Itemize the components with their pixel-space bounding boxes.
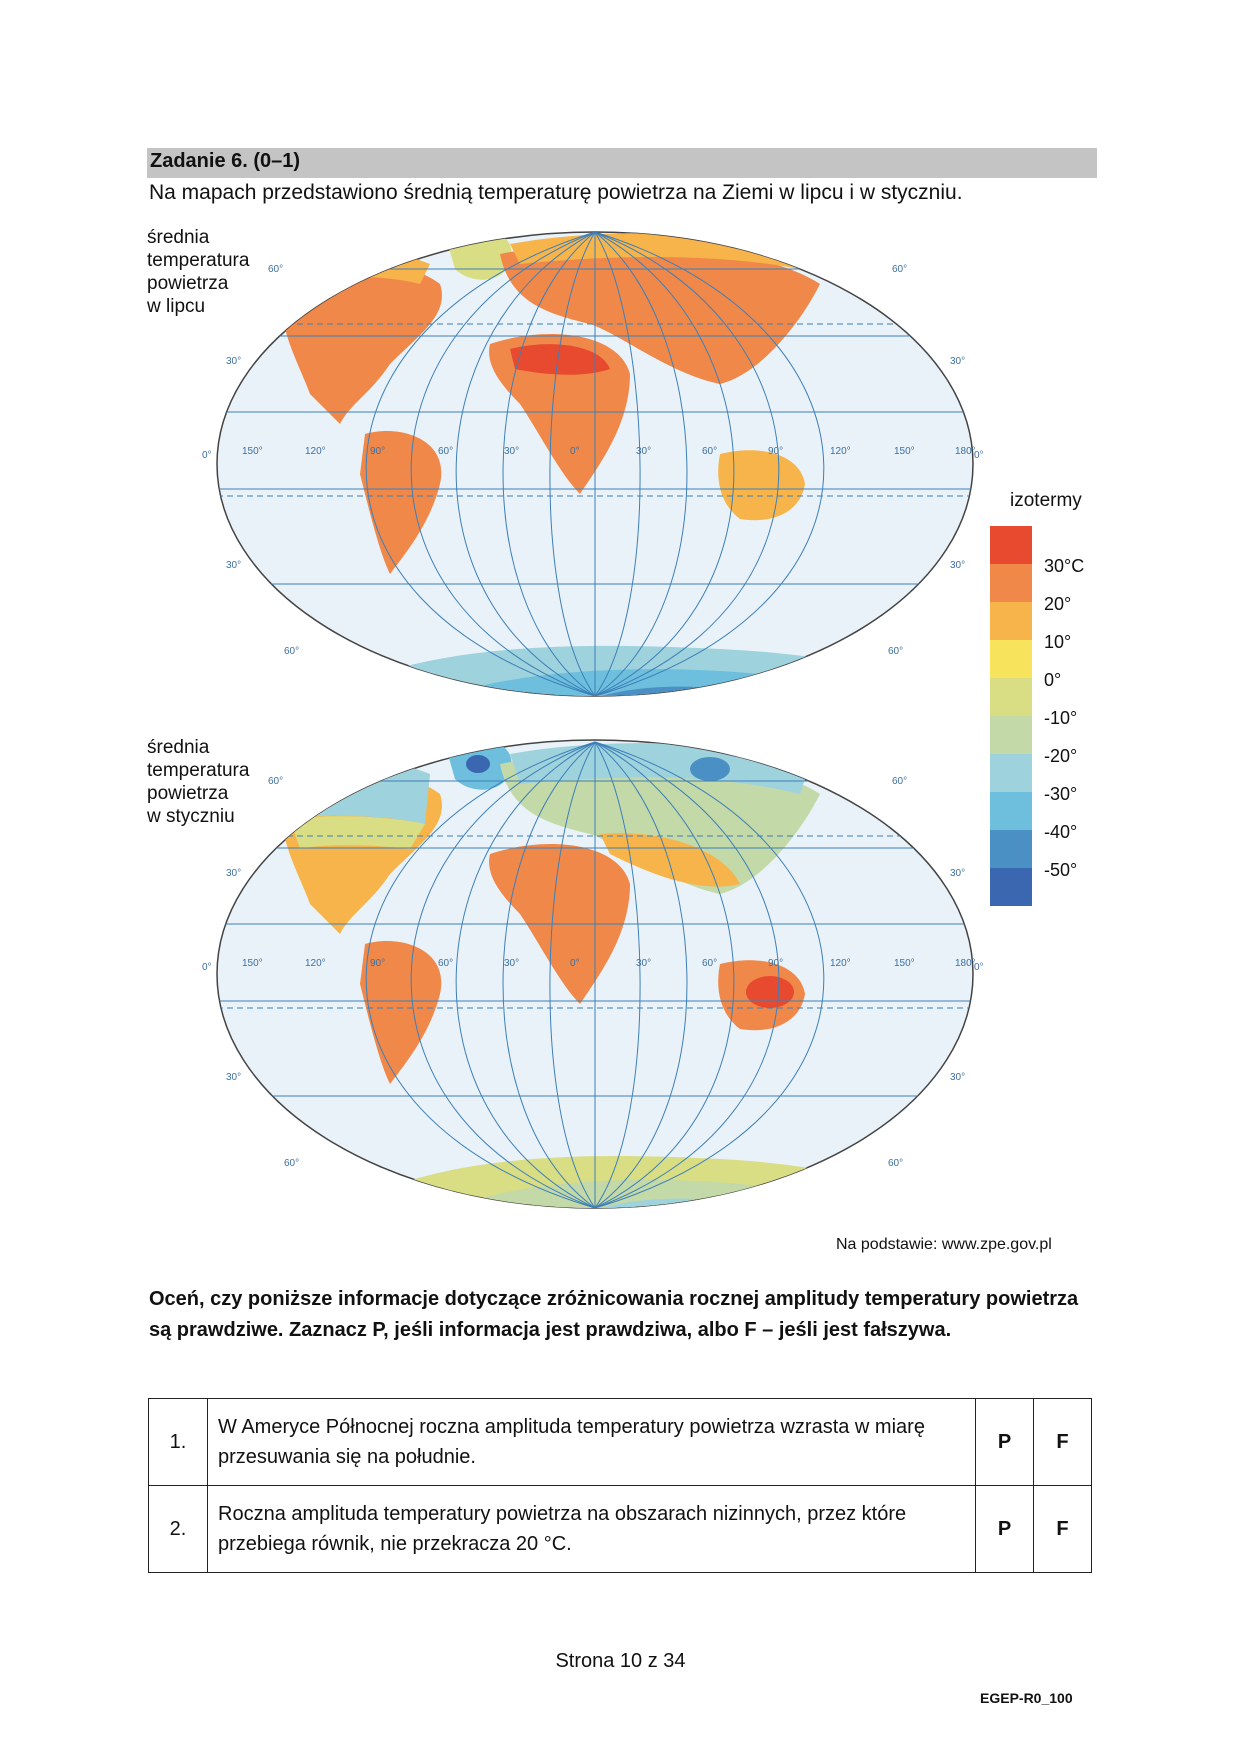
latitude-label: 0° bbox=[202, 450, 212, 461]
label-line: średnia bbox=[147, 227, 210, 248]
latitude-label: 30° bbox=[950, 560, 966, 571]
table-row bbox=[149, 1399, 1092, 1486]
question-instruction: Oceń, czy poniższe informacje dotyczące zróżnicowania rocznej amplitudy temperatury powietrza są prawdziwe. Zaznacz P, jeśli informacja jest prawdziwa, albo F – jeśli jest fałszywa. bbox=[149, 1288, 1079, 1341]
latitude-label: 30° bbox=[950, 356, 966, 367]
document-code: EGEP-R0_100 bbox=[980, 1690, 1073, 1706]
legend-swatch bbox=[990, 716, 1032, 754]
statement-text: W Ameryce Północnej roczna amplituda temperatury powietrza wzrasta w miarę przesuwania się na południe. bbox=[208, 1399, 976, 1486]
legend-label: -10° bbox=[1044, 708, 1078, 728]
longitude-label: 60° bbox=[438, 958, 454, 969]
latitude-label: 30° bbox=[950, 868, 966, 879]
legend-swatch bbox=[990, 830, 1032, 868]
latitude-label: 30° bbox=[226, 1072, 242, 1083]
latitude-label: 30° bbox=[226, 560, 242, 571]
label-line: średnia bbox=[147, 737, 210, 758]
july-latitude-labels bbox=[200, 224, 990, 704]
latitude-label: 60° bbox=[892, 776, 908, 787]
page-number: Strona 10 z 34 bbox=[555, 1650, 686, 1672]
task-intro: Na mapach przedstawiono średnią temperaturę powietrza na Ziemi w lipcu i w styczniu. bbox=[149, 181, 963, 204]
label-line: w styczniu bbox=[147, 806, 235, 827]
latitude-label: 60° bbox=[892, 264, 908, 275]
legend-label: 20° bbox=[1044, 594, 1072, 614]
legend-label: 10° bbox=[1044, 632, 1072, 652]
legend-swatch bbox=[990, 526, 1032, 564]
longitude-label: 150° bbox=[894, 958, 915, 969]
january-latitude-labels bbox=[200, 734, 990, 1216]
task-title: Zadanie 6. (0–1) bbox=[150, 150, 301, 172]
longitude-label: 120° bbox=[830, 958, 851, 969]
longitude-label: 90° bbox=[370, 958, 386, 969]
latitude-label: 30° bbox=[226, 356, 242, 367]
statement-number: 1. bbox=[149, 1399, 208, 1486]
latitude-label: 60° bbox=[284, 1158, 300, 1169]
answer-true-option[interactable]: P bbox=[976, 1399, 1034, 1486]
longitude-label: 30° bbox=[504, 958, 520, 969]
answer-true-option[interactable]: P bbox=[976, 1486, 1034, 1573]
longitude-label: 60° bbox=[438, 446, 454, 457]
longitude-label: 90° bbox=[768, 446, 784, 457]
longitude-label: 0° bbox=[570, 958, 580, 969]
longitude-label: 120° bbox=[830, 446, 851, 457]
label-line: temperatura bbox=[147, 250, 250, 271]
latitude-label: 60° bbox=[268, 776, 284, 787]
longitude-label: 180° bbox=[955, 446, 976, 457]
legend-label: 30°C bbox=[1044, 556, 1085, 576]
longitude-label: 180° bbox=[955, 958, 976, 969]
longitude-label: 60° bbox=[702, 446, 718, 457]
latitude-label: 0° bbox=[974, 450, 984, 461]
longitude-label: 30° bbox=[504, 446, 520, 457]
latitude-label: 60° bbox=[284, 646, 300, 657]
longitude-label: 150° bbox=[242, 958, 263, 969]
longitude-label: 150° bbox=[242, 446, 263, 457]
legend-swatch bbox=[990, 602, 1032, 640]
latitude-label: 60° bbox=[888, 1158, 904, 1169]
answer-false-option[interactable]: F bbox=[1034, 1486, 1092, 1573]
statement-text: Roczna amplituda temperatury powietrza na obszarach nizinnych, przez które przebiega równik, nie przekracza 20 °C. bbox=[208, 1486, 976, 1573]
source-note: Na podstawie: www.zpe.gov.pl bbox=[836, 1236, 1052, 1253]
answer-table bbox=[148, 1398, 1092, 1573]
legend-swatch bbox=[990, 868, 1032, 906]
legend-label: 0° bbox=[1044, 670, 1062, 690]
label-line: temperatura bbox=[147, 760, 250, 781]
longitude-label: 150° bbox=[894, 446, 915, 457]
longitude-label: 30° bbox=[636, 446, 652, 457]
longitude-label: 90° bbox=[370, 446, 386, 457]
legend-swatch bbox=[990, 640, 1032, 678]
legend-swatch bbox=[990, 564, 1032, 602]
longitude-label: 120° bbox=[305, 446, 326, 457]
label-line: powietrza bbox=[147, 783, 229, 804]
latitude-label: 0° bbox=[202, 962, 212, 973]
longitude-label: 120° bbox=[305, 958, 326, 969]
longitude-label: 0° bbox=[570, 446, 580, 457]
latitude-label: 30° bbox=[950, 1072, 966, 1083]
longitude-label: 30° bbox=[636, 958, 652, 969]
latitude-label: 30° bbox=[226, 868, 242, 879]
legend-title: izotermy bbox=[1010, 490, 1082, 511]
latitude-label: 60° bbox=[888, 646, 904, 657]
latitude-label: 60° bbox=[268, 264, 284, 275]
label-line: powietrza bbox=[147, 273, 229, 294]
legend-swatch bbox=[990, 754, 1032, 792]
legend-swatch bbox=[990, 792, 1032, 830]
legend-swatch bbox=[990, 678, 1032, 716]
latitude-label: 0° bbox=[974, 962, 984, 973]
legend-label: -30° bbox=[1044, 784, 1078, 804]
label-line: w lipcu bbox=[147, 296, 206, 317]
longitude-label: 90° bbox=[768, 958, 784, 969]
legend-label: -40° bbox=[1044, 822, 1078, 842]
longitude-label: 60° bbox=[702, 958, 718, 969]
legend-color-scale bbox=[990, 526, 1032, 906]
legend-label: -20° bbox=[1044, 746, 1078, 766]
answer-false-option[interactable]: F bbox=[1034, 1399, 1092, 1486]
statement-number: 2. bbox=[149, 1486, 208, 1573]
legend-label: -50° bbox=[1044, 860, 1078, 880]
table-row bbox=[149, 1486, 1092, 1573]
